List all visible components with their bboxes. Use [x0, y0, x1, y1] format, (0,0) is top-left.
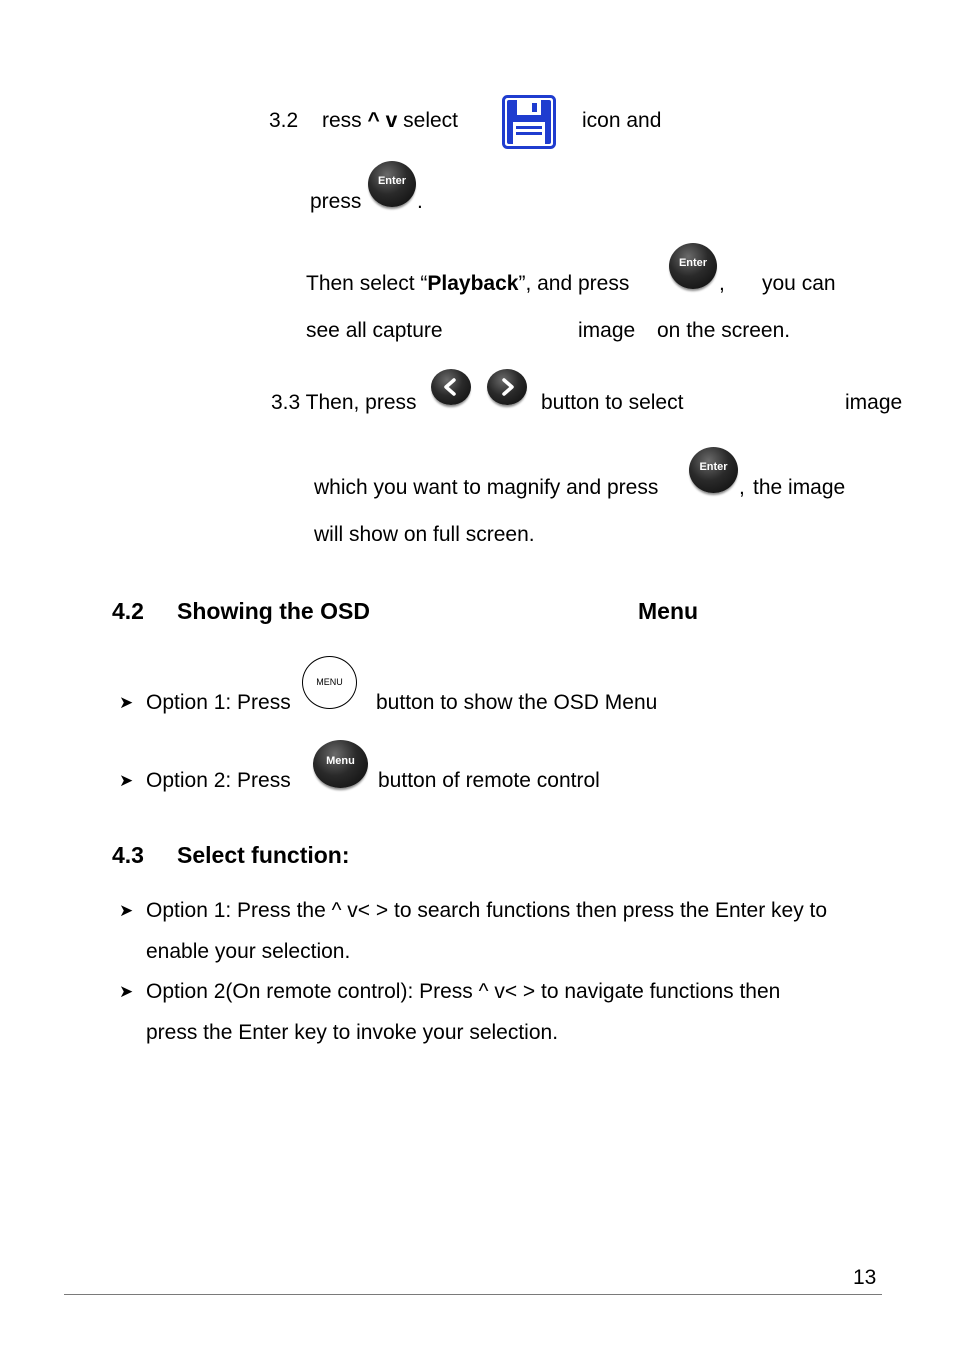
see-all-text: see all capture — [306, 319, 443, 342]
option2-text: Option 2: Press — [146, 769, 291, 792]
bullet-arrow-icon: ➤ — [119, 982, 134, 1001]
menu-remote-button-icon: Menu — [313, 740, 368, 788]
press-label: press — [310, 190, 362, 213]
bullet-arrow-icon: ➤ — [119, 771, 134, 790]
left-arrow-button-icon — [431, 369, 471, 405]
option1-text: Option 1: Press — [146, 691, 291, 714]
section-number: 4.2 — [112, 598, 144, 624]
button-to-select-text: button to select — [541, 391, 684, 414]
bullet-arrow-icon: ➤ — [119, 901, 134, 920]
menu-outline-button-icon: MENU — [302, 656, 357, 709]
right-arrow-button-icon — [487, 369, 527, 405]
bullet2-line1: Option 2(On remote control): Press ^ v< > to navigate functions then — [146, 980, 781, 1003]
section-title-menu: Menu — [638, 598, 699, 624]
enter-button-icon: Enter — [669, 243, 717, 289]
bullet1-line1: Option 1: Press the ^ v< > to search functions then press the Enter key to — [146, 899, 828, 922]
magnify-text: which you want to magnify and press — [314, 476, 659, 499]
enter-button-icon: Enter — [368, 161, 416, 207]
you-can-text: you can — [762, 272, 836, 295]
comma: , — [719, 272, 725, 295]
enter-button-icon: Enter — [689, 447, 738, 493]
bullet1-line2: enable your selection. — [146, 940, 351, 963]
section-number: 4.3 — [112, 842, 144, 868]
full-screen-text: will show on full screen. — [314, 523, 535, 546]
image-text: image — [845, 391, 903, 414]
step-3-3-lead: 3.3 Then, press — [271, 391, 417, 414]
option2-desc: button of remote control — [378, 769, 600, 792]
step-text: ress ^ v select — [322, 109, 459, 132]
on-screen-text: on the screen. — [657, 319, 791, 342]
page-number: 13 — [853, 1266, 877, 1289]
bullet-arrow-icon: ➤ — [119, 693, 134, 712]
step-number: 3.2 — [269, 109, 299, 132]
option1-desc: button to show the OSD Menu — [376, 691, 658, 714]
comma: , — [739, 476, 745, 499]
image-text: image — [578, 319, 636, 342]
section-title: Showing the OSD — [177, 598, 370, 624]
period: . — [417, 190, 423, 213]
save-icon — [502, 95, 556, 149]
bullet2-line2: press the Enter key to invoke your selection. — [146, 1021, 559, 1044]
footer-divider — [64, 1294, 882, 1295]
the-image-text: the image — [753, 476, 846, 499]
step-text-icon-and: icon and — [582, 109, 662, 132]
section-title: Select function: — [177, 842, 350, 868]
then-select-text: Then select “Playback”, and press — [306, 272, 630, 295]
